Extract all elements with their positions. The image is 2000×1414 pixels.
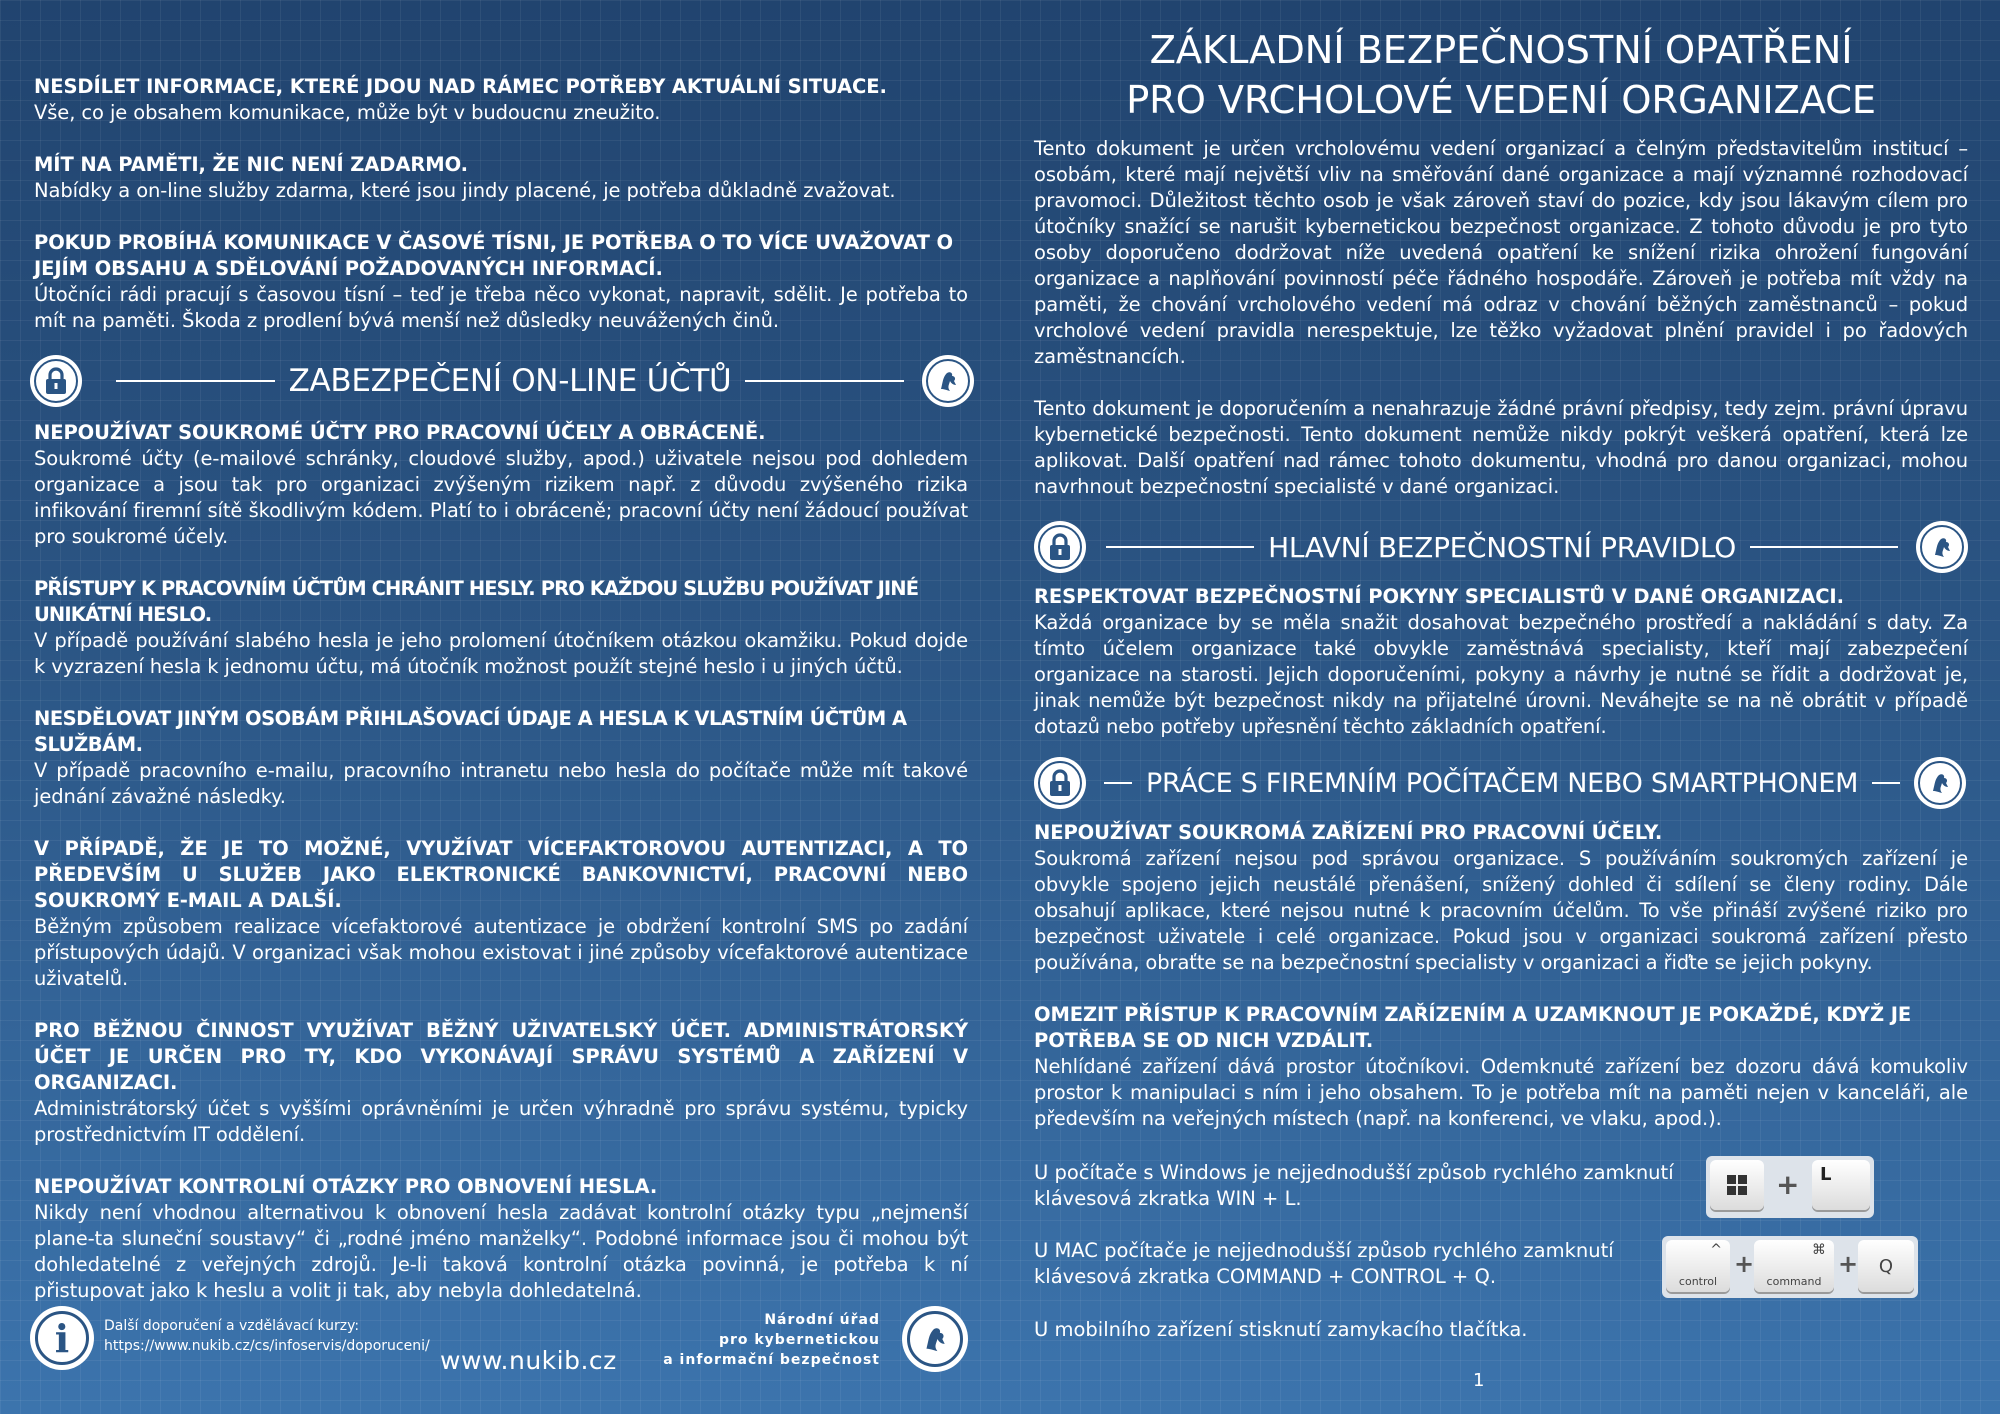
section-title: PRO BĚŽNOU ČINNOST VYUŽÍVAT BĚŽNÝ UŽIVATELSKÝ ÚČET. ADMINISTRÁTORSKÝ ÚČET JE URČEN PRO TY, KDO VYKONÁVAJÍ SPRÁVU SYSTÉMŮ A ZAŘÍZENÍ V ORGANIZACI. <box>34 1019 968 1094</box>
tip-admin-account <box>34 1018 968 1148</box>
intro-paragraph: Tento dokument je určen vrcholovému vedení organizací a čelným představitelům institucí – osobám, které mají největší vliv na směřování dané organizace a mají významné rozhodovací pravomoci. Důležitost těchto osob je však zároveň staví do pozice, kdy jsou lákavým cílem pro útočníky snažící se narušit kybernetickou bezpečnost organizace. Z tohoto důvodu je pro tyto osoby doporučeno dodržovat níže uvedená opatření ke snížení rizika ohrožení fungování organizace a naplňování povinností péče řádného hospodáře. Zároveň je potřeba mít vždy na paměti, že chování vrcholového vedení má odraz v chování běžných zaměstnanců – pokud vrcholové vedení pravidla nerespektuje, lze těžko vyžadovat plnění pravidel i po řadových zaměstnancích. <box>1034 137 1968 368</box>
footer-info <box>104 1316 430 1356</box>
lock-icon <box>30 355 82 407</box>
tip-time-pressure <box>34 230 968 334</box>
agency-name-line: Národní úřad <box>764 1312 880 1328</box>
tip-private-accounts <box>34 420 968 550</box>
l-key <box>1812 1160 1870 1210</box>
agency-name-line: pro kybernetickou <box>718 1332 880 1348</box>
tip-nothing-free <box>34 152 968 204</box>
section-title: NESDÍLET INFORMACE, KTERÉ JDOU NAD RÁMEC POTŘEBY AKTUÁLNÍ SITUACE. <box>34 75 887 98</box>
key-symbol: ^ <box>1710 1242 1722 1258</box>
tip-no-oversharing <box>34 74 968 126</box>
key-letter: L <box>1820 1164 1832 1185</box>
tip-multifactor <box>34 836 968 992</box>
section-body: Nabídky a on-line služby zdarma, které jsou jindy placené, je potřeba důkladně zvažovat. <box>34 179 896 202</box>
section-title: NEPOUŽÍVAT KONTROLNÍ OTÁZKY PRO OBNOVENÍ HESLA. <box>34 1175 658 1198</box>
key-symbol: ⌘ <box>1812 1242 1826 1258</box>
q-key <box>1858 1240 1914 1292</box>
website-link[interactable]: www.nukib.cz <box>440 1346 617 1375</box>
shortcut-line: klávesová zkratka COMMAND + CONTROL + Q. <box>1034 1265 1497 1288</box>
right-panel <box>1034 0 1968 1132</box>
left-panel <box>34 0 968 1304</box>
mac-keys-image <box>1662 1236 1918 1298</box>
section-body: Vše, co je obsahem komunikace, může být v budoucnu zneužito. <box>34 101 661 124</box>
section-title: V PŘÍPADĚ, ŽE JE TO MOŽNÉ, VYUŽÍVAT VÍCEFAKTOROVOU AUTENTIZACI, A TO PŘEDEVŠÍM U SLUŽEB JAKO ELEKTRONICKÉ BANKOVNICTVÍ, PRACOVNÍ NEBO SOUKROMÝ E-MAIL A DALŠÍ. <box>34 837 968 912</box>
section-title: POKUD PROBÍHÁ KOMUNIKACE V ČASOVÉ TÍSNI, JE POTŘEBA O TO VÍCE UVAŽOVAT O JEJÍM OBSAHU A SDĚLOVÁNÍ POŽADOVANÝCH INFORMACÍ. <box>34 231 953 280</box>
section-body: Soukromé účty (e-mailové schránky, cloudové služby, apod.) uživatele nejsou pod dohledem organizace a jsou tak pro organizaci zvýšeným rizikem např. z důvodu zvýšeného rizika infikování firemní sítě škodlivým kódem. Platí to i obráceně; pracovní účty není žádoucí používat pro soukromé účely. <box>34 447 968 548</box>
page-title-line: PRO VRCHOLOVÉ VEDENÍ ORGANIZACE <box>1126 78 1876 123</box>
section-header-title: HLAVNÍ BEZPEČNOSTNÍ PRAVIDLO <box>1268 530 1736 564</box>
windows-shortcut-text <box>1034 1160 1674 1212</box>
tip-unique-passwords <box>34 576 968 680</box>
page-number: 1 <box>1473 1370 1485 1391</box>
lion-emblem-icon <box>1916 521 1968 573</box>
footer-info-link[interactable]: https://www.nukib.cz/cs/infoservis/doporuceni/ <box>104 1338 430 1354</box>
section-title: NESDĚLOVAT JINÝM OSOBÁM PŘIHLAŠOVACÍ ÚDAJE A HESLA K VLASTNÍM ÚČTŮM A SLUŽBÁM. <box>34 707 907 756</box>
section-header-title: ZABEZPEČENÍ ON-LINE ÚČTŮ <box>288 363 732 399</box>
device-header <box>1034 748 1968 818</box>
lock-icon <box>1034 521 1086 573</box>
mobile-lock-text: U mobilního zařízení stisknutí zamykacího tlačítka. <box>1034 1318 1528 1341</box>
command-key <box>1754 1240 1834 1292</box>
section-title: MÍT NA PAMĚTI, ŽE NIC NENÍ ZADARMO. <box>34 153 468 176</box>
shortcut-line: U MAC počítače je nejjednodušší způsob rychlého zamknutí <box>1034 1239 1614 1262</box>
mac-shortcut-text <box>1034 1238 1614 1290</box>
section-body: Soukromá zařízení nejsou pod správou organizace. S používáním soukromých zařízení je obvykle spojeno jejich neustálé přenášení, snížený dohled či sdílení se členy rodiny. Dále obsahují aplikace, které nejsou nutné k pracovním účelům. To vše přináší zvýšené riziko pro bezpečnost uživatele i celé organizace. Pokud jsou v organizaci soukromá zařízení přesto používána, obraťte se na bezpečnostní specialisty v organizaci a řiďte se jejich pokyny. <box>1034 847 1968 974</box>
page-title <box>1034 26 1968 126</box>
lock-icon <box>1034 757 1086 809</box>
control-key <box>1666 1240 1730 1292</box>
key-label: command <box>1766 1275 1822 1288</box>
agency-name-line: a informační bezpečnost <box>663 1352 880 1368</box>
section-body: Nikdy není vhodnou alternativou k obnovení hesla zadávat kontrolní otázky typu „nejmenší plane-ta sluneční soustavy“ či „rodné jméno manželky“. Podobné informace jsou či mohou být dohledatelné z veřejných zdrojů. Je-li taková kontrolní otázka povinná, je potřeba k ní přistupovat jako k heslu a volit ji tak, aby nebyla dohledatelná. <box>34 1201 968 1302</box>
section-body: Administrátorský účet s vyššími oprávněními je určen výhradně pro správu systému, typicky prostřednictvím IT oddělení. <box>34 1097 968 1146</box>
plus-sign: + <box>1838 1250 1859 1278</box>
section-title: RESPEKTOVAT BEZPEČNOSTNÍ POKYNY SPECIALISTŮ V DANÉ ORGANIZACI. <box>1034 585 1844 608</box>
section-body: V případě používání slabého hesla je jeho prolomení útočníkem otázkou okamžiku. Pokud dojde k vyzrazení hesla k jednomu účtu, má útočník možnost použít stejné heslo i u jiných účtů. <box>34 629 968 678</box>
rule-respect-specialists <box>1034 584 1968 740</box>
windows-keys-image <box>1706 1156 1874 1218</box>
plus-sign: + <box>1776 1168 1800 1201</box>
windows-key-icon <box>1710 1160 1764 1210</box>
page-title-line: ZÁKLADNÍ BEZPEČNOSTNÍ OPATŘENÍ <box>1149 28 1853 73</box>
lion-emblem-icon <box>1914 757 1966 809</box>
online-accounts-header <box>30 346 974 416</box>
section-title: PŘÍSTUPY K PRACOVNÍM ÚČTŮM CHRÁNIT HESLY. PRO KAŽDOU SLUŽBU POUŽÍVAT JINÉ UNIKÁTNÍ HESLO. <box>34 577 919 626</box>
shortcut-line: klávesová zkratka WIN + L. <box>1034 1187 1302 1210</box>
plus-sign: + <box>1734 1250 1755 1278</box>
section-body: Nehlídané zařízení dává prostor útočníkovi. Odemknuté zařízení bez dozoru dává komukoliv prostor k manipulaci s ním i jeho obsahem. To je potřeba mít na paměti nejen v kanceláři, ale především na veřejných místech (např. na konferenci, ve vlaku, apod.). <box>1034 1055 1968 1130</box>
key-label: control <box>1678 1275 1718 1288</box>
info-icon: i <box>30 1306 94 1370</box>
lion-emblem-icon <box>922 355 974 407</box>
section-body: Každá organizace by se měla snažit dosahovat bezpečného prostředí a nakládání s daty. Za tímto účelem organizace také obvykle zaměstnává specialisty, kteří mají zabezpečení organizace na starosti. Jejich doporučeními, pokyny a návrhy je nutné se řídit a dodržovat je, jinak nemůže být bezpečnost nikdy na přijatelné úrovni. Neváhejte se na ně obrátit v případě dotazů nebo potřeby upřesnění těchto základních opatření. <box>1034 611 1968 738</box>
section-title: OMEZIT PŘÍSTUP K PRACOVNÍM ZAŘÍZENÍM A UZAMKNOUT JE POKAŽDÉ, KDYŽ JE POTŘEBA SE OD NICH VZDÁLIT. <box>1034 1003 1912 1052</box>
section-body: V případě pracovního e-mailu, pracovního intranetu nebo hesla do počítače může mít takové jednání závažné následky. <box>34 759 968 808</box>
tip-private-devices <box>1034 820 1968 976</box>
main-rule-header <box>1034 512 1968 582</box>
key-letter: Q <box>1878 1255 1894 1277</box>
section-title: NEPOUŽÍVAT SOUKROMÉ ÚČTY PRO PRACOVNÍ ÚČELY A OBRÁCENĚ. <box>34 421 766 444</box>
tip-security-questions <box>34 1174 968 1304</box>
section-header-title: PRÁCE S FIREMNÍM POČÍTAČEM NEBO SMARTPHONEM <box>1146 767 1859 799</box>
agency-name <box>640 1310 880 1370</box>
tip-no-sharing-credentials <box>34 706 968 810</box>
intro-paragraph: Tento dokument je doporučením a nenahrazuje žádné právní předpisy, tedy zejm. právní úpravu kybernetické bezpečnosti. Tento dokument nemůže nikdy pokrýt veškerá opatření, která lze aplikovat. Další opatření nad rámec tohoto dokumentu, vhodná pro danou organizaci, mohou navrhnout bezpečnostní specialisté v dané organizaci. <box>1034 397 1968 498</box>
footer-info-line: Další doporučení a vzdělávací kurzy: <box>104 1318 360 1334</box>
section-body: Běžným způsobem realizace vícefaktorové autentizace je obdržení kontrolní SMS po zadání přístupových údajů. V organizaci však mohou existovat i jiné způsoby vícefaktorové autentizace uživatelů. <box>34 915 968 990</box>
shortcut-line: U počítače s Windows je nejjednodušší způsob rychlého zamknutí <box>1034 1161 1674 1184</box>
section-title: NEPOUŽÍVAT SOUKROMÁ ZAŘÍZENÍ PRO PRACOVNÍ ÚČELY. <box>1034 821 1663 844</box>
tip-lock-devices <box>1034 1002 1968 1132</box>
agency-logo-icon <box>902 1306 968 1372</box>
section-body: Útočníci rádi pracují s časovou tísní – teď je třeba něco vykonat, napravit, sdělit. Je potřeba to mít na paměti. Škoda z prodlení bývá menší než důsledky neuvážených činů. <box>34 283 968 332</box>
